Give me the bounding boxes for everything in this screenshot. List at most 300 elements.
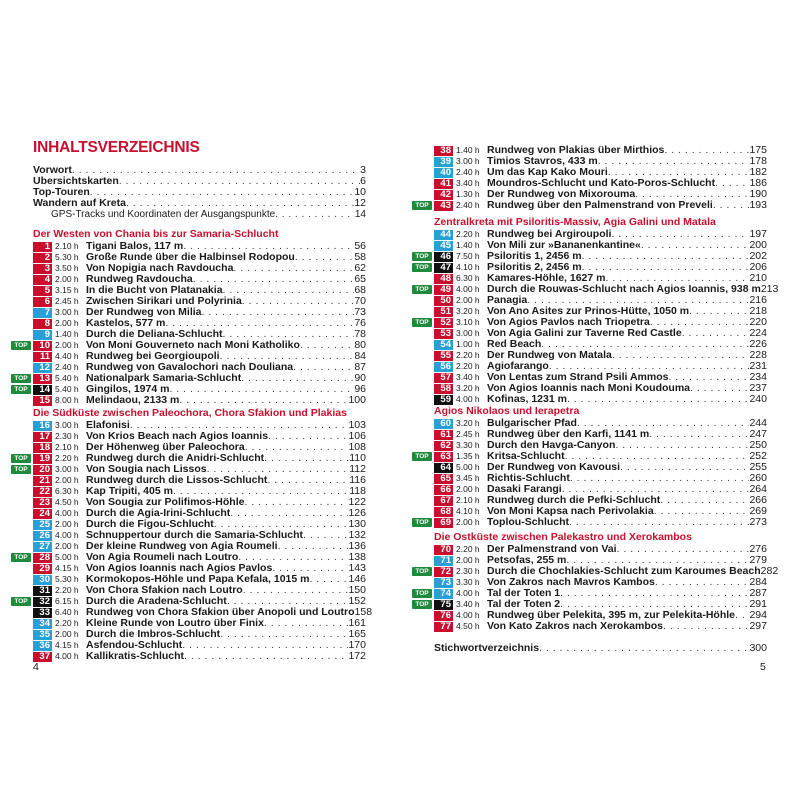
tour-name: Große Runde über die Halbinsel Rodopou	[86, 251, 295, 263]
leader-dots	[598, 156, 750, 167]
tour-page: 175	[749, 144, 767, 156]
leader-dots	[267, 475, 349, 486]
tour-number: 50	[434, 296, 453, 306]
tour-page: 231	[749, 360, 767, 372]
tour-name: Rundweg bei Argiroupoli	[487, 228, 612, 240]
leader-dots	[715, 178, 749, 189]
tour-duration: 2.00 h	[55, 519, 79, 529]
tour-duration: 2.00 h	[55, 274, 79, 284]
tour-duration: 3.30 h	[456, 440, 480, 450]
tour-duration: 5.40 h	[55, 373, 79, 383]
tour-number: 34	[33, 619, 52, 629]
tour-page: 116	[349, 474, 366, 486]
tour-duration: 2.00 h	[55, 340, 79, 350]
tour-page: 234	[749, 371, 767, 383]
leader-dots	[268, 431, 348, 442]
section-heading: Agios Nikolaos und Ierapetra	[434, 405, 580, 417]
tour-page: 284	[749, 576, 767, 588]
intro-label: Vorwort	[33, 165, 72, 176]
leader-dots	[713, 200, 750, 211]
tour-number: 49	[434, 285, 453, 295]
tour-name: Von Agia Galini zur Taverne Red Castle	[487, 327, 682, 339]
tour-duration: 6.40 h	[55, 607, 79, 617]
leader-dots	[539, 643, 749, 654]
tour-duration: 2.10 h	[55, 241, 79, 251]
tour-name: Von Nopigia nach Ravdoucha	[86, 262, 234, 274]
tour-duration: 2.20 h	[456, 544, 480, 554]
tour-number: 24	[33, 509, 52, 519]
tour-name: Von Moni Kapsa nach Perivolakia	[487, 505, 654, 517]
tour-entry[interactable]	[415, 283, 779, 295]
tour-number: 6	[33, 297, 52, 307]
tour-name: Von Agia Roumeli nach Loutro	[86, 551, 239, 563]
tour-page: 56	[354, 240, 366, 252]
tour-entry[interactable]	[415, 587, 767, 599]
tour-name: Von Lentas zum Strand Psili Ammos	[487, 371, 669, 383]
leader-dots	[244, 497, 348, 508]
tour-duration: 7.50 h	[456, 251, 480, 261]
tour-number: 46	[434, 252, 453, 262]
top-tour-badge: TOP	[11, 341, 31, 350]
leader-dots	[90, 187, 355, 198]
intro-entry[interactable]	[33, 198, 366, 209]
tour-page: 78	[354, 328, 366, 340]
tour-page: 247	[749, 428, 767, 440]
leader-dots	[569, 517, 749, 528]
tour-entry[interactable]	[33, 475, 366, 486]
tour-page: 197	[749, 228, 767, 240]
tour-name: Timios Stavros, 433 m	[487, 155, 598, 167]
intro-entry[interactable]	[33, 165, 366, 176]
top-tour-badge: TOP	[412, 518, 432, 527]
tour-page: 172	[348, 650, 366, 662]
leader-dots	[119, 176, 360, 187]
tour-duration: 2.00 h	[55, 629, 79, 639]
tour-page: 216	[749, 294, 767, 306]
tour-page: 126	[348, 507, 366, 519]
tour-number: 1	[33, 242, 52, 252]
tour-number: 14	[33, 385, 52, 395]
tour-page: 112	[349, 463, 366, 475]
tour-page: 218	[749, 305, 767, 317]
tour-number: 29	[33, 564, 52, 574]
leader-dots	[664, 145, 749, 156]
tour-duration: 4.00 h	[55, 651, 79, 661]
tour-name: Der Rundweg von Mixorouma	[487, 188, 636, 200]
tour-number: 65	[434, 474, 453, 484]
tour-duration: 2.40 h	[456, 167, 480, 177]
tour-name: Durch die Figou-Schlucht	[86, 518, 214, 530]
tour-name: Tal der Toten 1	[487, 587, 561, 599]
leader-dots	[202, 307, 355, 318]
tour-page: 165	[348, 628, 366, 640]
tour-number: 45	[434, 241, 453, 251]
tour-entry[interactable]	[33, 395, 366, 406]
tour-duration: 2.00 h	[456, 484, 480, 494]
leader-dots	[612, 350, 750, 361]
tour-name: Moundros-Schlucht und Kato-Poros-Schlucht	[487, 177, 716, 189]
tour-page: 240	[749, 393, 767, 405]
top-tour-badge: TOP	[412, 452, 432, 461]
leader-dots	[660, 495, 749, 506]
tour-page: 132	[348, 529, 366, 541]
tour-page: 276	[749, 543, 767, 555]
tour-page: 152	[348, 595, 366, 607]
tour-number: 22	[33, 487, 52, 497]
tour-number: 30	[33, 575, 52, 585]
tour-page: 228	[749, 349, 767, 361]
leader-dots	[690, 383, 749, 394]
tour-page: 150	[348, 584, 366, 596]
tour-name: Elafonisi	[86, 419, 130, 431]
tour-number: 19	[33, 454, 52, 464]
tour-page: 161	[348, 617, 366, 629]
tour-duration: 3.50 h	[55, 263, 79, 273]
tour-page: 76	[354, 317, 366, 329]
tour-page: 84	[354, 350, 366, 362]
tour-name: Kritsa-Schlucht	[487, 450, 565, 462]
leader-dots	[293, 362, 354, 373]
tour-duration: 8.00 h	[55, 395, 79, 405]
tour-name: Asfendou-Schlucht	[86, 639, 183, 651]
tour-page: 264	[749, 483, 767, 495]
tour-number: 51	[434, 307, 453, 317]
top-tour-badge: TOP	[11, 465, 31, 474]
tour-entry[interactable]	[33, 307, 366, 318]
tour-number: 44	[434, 230, 453, 240]
top-tour-badge: TOP	[412, 600, 432, 609]
tour-page: 182	[749, 166, 767, 178]
tour-page: 237	[749, 382, 767, 394]
tour-name: Rundweg von Gavalochori nach Douliana	[86, 361, 294, 373]
tour-duration: 3.30 h	[456, 577, 480, 587]
tour-entry[interactable]	[434, 145, 767, 156]
tour-name: Durch die Chochlakies-Schlucht zum Karoumes Beach	[487, 565, 761, 577]
tour-duration: 6.30 h	[55, 486, 79, 496]
tour-name: Petsofas, 255 m	[487, 554, 567, 566]
tour-number: 25	[33, 520, 52, 530]
tour-name: Rundweg durch die Pefki-Schlucht	[487, 494, 661, 506]
tour-number: 39	[434, 157, 453, 167]
leader-dots	[300, 340, 354, 351]
tour-page: 210	[749, 272, 767, 284]
tour-number: 42	[434, 190, 453, 200]
tour-name: Durch den Havga-Canyon	[487, 439, 616, 451]
tour-name: Von Sougia nach Lissos	[86, 463, 207, 475]
tour-name: Kastelos, 577 m	[86, 317, 166, 329]
intro-page: 6	[360, 176, 366, 187]
tour-name: Durch die Rouwas-Schlucht nach Agios Ioannis, 938 m	[487, 283, 761, 295]
tour-number: 2	[33, 253, 52, 263]
leader-dots	[567, 394, 750, 405]
tour-number: 12	[33, 363, 52, 373]
tour-name: Um das Kap Kako Mouri	[487, 166, 608, 178]
tour-name: Kormokopos-Höhle und Papa Kefala, 1015 m	[86, 573, 310, 585]
tour-duration: 3.20 h	[456, 383, 480, 393]
tour-page: 68	[354, 284, 366, 296]
tour-duration: 2.20 h	[55, 585, 79, 595]
leader-dots	[264, 618, 349, 629]
tour-page: 250	[749, 439, 767, 451]
tour-duration: 6.15 h	[55, 596, 79, 606]
stichwort-page: 300	[749, 643, 767, 654]
tour-name: Durch die Imbros-Schlucht	[86, 628, 221, 640]
tour-name: Zwischen Sirikari und Polyrinia	[86, 295, 242, 307]
tour-duration: 4.00 h	[456, 284, 480, 294]
top-tour-badge: TOP	[412, 285, 432, 294]
tour-duration: 4.15 h	[55, 563, 79, 573]
leader-dots	[72, 165, 360, 176]
tour-entry[interactable]	[33, 263, 366, 274]
top-tour-badge: TOP	[11, 454, 31, 463]
tour-number: 33	[33, 608, 52, 618]
tour-duration: 4.40 h	[55, 351, 79, 361]
tour-duration: 2.20 h	[456, 350, 480, 360]
top-tour-badge: TOP	[412, 589, 432, 598]
top-tour-badge: TOP	[412, 318, 432, 327]
tour-duration: 2.20 h	[55, 453, 79, 463]
tour-duration: 5.40 h	[55, 384, 79, 394]
tour-name: Gingilos, 1974 m	[86, 383, 170, 395]
tour-page: 108	[348, 441, 366, 453]
tour-number: 47	[434, 263, 453, 273]
tour-duration: 6.30 h	[456, 273, 480, 283]
tour-name: Panagia	[487, 294, 528, 306]
tour-name: Von Krios Beach nach Agios Ioannis	[86, 430, 269, 442]
leader-dots	[233, 263, 354, 274]
tour-number: 48	[434, 274, 453, 284]
toc-title: INHALTSVERZEICHNIS	[33, 139, 200, 156]
tour-number: 13	[33, 374, 52, 384]
tour-entry[interactable]	[434, 621, 767, 632]
tour-number: 75	[434, 600, 453, 610]
tour-name: Von Mili zur »Bananenkantine«	[487, 239, 641, 251]
intro-page: 10	[354, 187, 366, 198]
tour-entry[interactable]	[434, 350, 767, 361]
tour-number: 61	[434, 430, 453, 440]
leader-dots	[641, 240, 750, 251]
intro-entry[interactable]	[33, 209, 366, 220]
tour-number: 69	[434, 518, 453, 528]
tour-page: 260	[749, 472, 767, 484]
intro-entry[interactable]	[33, 176, 366, 187]
tour-duration: 3.40 h	[456, 599, 480, 609]
tour-name: Kofinas, 1231 m	[487, 393, 567, 405]
tour-page: 269	[749, 505, 767, 517]
tour-name: Rundweg über den Palmenstrand von Preveli	[487, 199, 713, 211]
tour-entry[interactable]	[434, 544, 767, 555]
tour-duration: 3.00 h	[55, 464, 79, 474]
tour-entry[interactable]	[434, 473, 767, 484]
tour-page: 190	[749, 188, 767, 200]
tour-name: Rundweg von Chora Sfakion über Anopoli und Loutro	[86, 606, 355, 618]
intro-list	[33, 165, 366, 220]
tour-section	[14, 228, 366, 406]
tour-page: 282	[760, 565, 779, 577]
tour-number: 64	[434, 463, 453, 473]
leader-dots	[582, 262, 750, 273]
leader-dots	[184, 651, 348, 662]
tour-entry[interactable]	[33, 651, 366, 662]
tour-name: Richtis-Schlucht	[487, 472, 570, 484]
tour-entry[interactable]	[434, 328, 767, 339]
tour-name: Psiloritis 1, 2456 m	[487, 250, 582, 262]
tour-name: Durch die Agia-Irini-Schlucht	[86, 507, 231, 519]
tour-duration: 3.20 h	[456, 418, 480, 428]
tour-number: 26	[33, 531, 52, 541]
leader-dots	[617, 544, 750, 555]
tour-page: 224	[749, 327, 767, 339]
tour-duration: 3.15 h	[55, 285, 79, 295]
intro-label: Übersichtskarten	[33, 176, 119, 187]
tour-number: 62	[434, 441, 453, 451]
tour-duration: 3.00 h	[55, 420, 79, 430]
tour-number: 18	[33, 443, 52, 453]
tour-page: 103	[348, 419, 366, 431]
tour-duration: 4.50 h	[55, 497, 79, 507]
tour-name: Melindaou, 2133 m	[86, 394, 180, 406]
top-tour-badge: TOP	[11, 374, 31, 383]
tour-number: 70	[434, 545, 453, 555]
tour-duration: 1.35 h	[456, 451, 480, 461]
tour-page: 252	[749, 450, 767, 462]
tour-entry[interactable]	[434, 506, 767, 517]
leader-dots	[689, 306, 749, 317]
tour-entry[interactable]	[415, 199, 767, 211]
stichwort-label: Stichwortverzeichnis	[434, 643, 540, 654]
tour-duration: 4.00 h	[456, 610, 480, 620]
tour-entry[interactable]	[434, 462, 767, 473]
tour-number: 68	[434, 507, 453, 517]
tour-number: 77	[434, 622, 453, 632]
tour-entry[interactable]	[14, 383, 366, 395]
leader-dots	[179, 395, 348, 406]
tour-number: 20	[33, 465, 52, 475]
tour-entry[interactable]	[434, 440, 767, 451]
tour-number: 32	[33, 597, 52, 607]
tour-number: 8	[33, 319, 52, 329]
leader-dots	[582, 251, 750, 262]
tour-name: Von Agios Pavlos nach Triopetra	[487, 316, 650, 328]
tour-page: 202	[749, 250, 767, 262]
leader-dots	[654, 506, 750, 517]
tour-name: Toplou-Schlucht	[487, 516, 570, 528]
tour-number: 15	[33, 396, 52, 406]
tour-duration: 3.10 h	[456, 317, 480, 327]
tour-entry[interactable]	[415, 250, 767, 262]
intro-label: Wandern auf Kreta	[33, 198, 126, 209]
top-tour-badge: TOP	[11, 553, 31, 562]
stichwort-entry[interactable]	[434, 643, 767, 654]
tour-duration: 2.20 h	[55, 618, 79, 628]
page-number-left: 4	[33, 661, 39, 673]
tour-name: Schnuppertour durch die Samaria-Schlucht	[86, 529, 304, 541]
tour-number: 58	[434, 384, 453, 394]
tour-number: 67	[434, 496, 453, 506]
tour-page: 90	[354, 372, 366, 384]
top-tour-badge: TOP	[412, 201, 432, 210]
tour-duration: 5.00 h	[456, 462, 480, 472]
section-heading: Zentralkreta mit Psiloritis-Massiv, Agia Galini und Matala	[434, 216, 716, 228]
tour-duration: 2.00 h	[456, 555, 480, 565]
tour-number: 43	[434, 201, 453, 211]
tour-number: 31	[33, 586, 52, 596]
top-tour-badge: TOP	[11, 597, 31, 606]
tour-duration: 3.40 h	[456, 178, 480, 188]
tour-number: 71	[434, 556, 453, 566]
tour-number: 35	[33, 630, 52, 640]
leader-dots	[615, 440, 749, 451]
tour-number: 5	[33, 286, 52, 296]
tour-number: 23	[33, 498, 52, 508]
tour-duration: 3.20 h	[456, 306, 480, 316]
tour-entry[interactable]	[434, 577, 767, 588]
tour-duration: 2.10 h	[456, 495, 480, 505]
leader-dots	[223, 285, 355, 296]
tour-duration: 3.40 h	[456, 372, 480, 382]
tour-name: Der Rundweg von Matala	[487, 349, 612, 361]
tour-entry[interactable]	[434, 383, 767, 394]
tour-page: 266	[749, 494, 767, 506]
tour-page: 178	[749, 155, 767, 167]
tour-section	[415, 405, 767, 528]
intro-page: 12	[354, 198, 366, 209]
tour-page: 80	[354, 339, 366, 351]
tour-number: 36	[33, 641, 52, 651]
tour-number: 28	[33, 553, 52, 563]
tour-section	[415, 144, 767, 211]
tour-name: Dasaki Farangi	[487, 483, 562, 495]
tour-entry[interactable]	[33, 629, 366, 640]
intro-entry[interactable]	[33, 187, 366, 198]
tour-section	[14, 407, 373, 662]
tour-page: 294	[749, 609, 767, 621]
tour-name: Rundweg von Plakias über Mirthios	[487, 144, 665, 156]
tour-page: 226	[749, 338, 767, 350]
tour-entry[interactable]	[434, 394, 767, 405]
tour-name: Der Höhenweg über Paleochora	[86, 441, 245, 453]
leader-dots	[126, 198, 354, 209]
tour-page: 62	[354, 262, 366, 274]
tour-entry[interactable]	[14, 372, 366, 384]
tour-duration: 2.40 h	[456, 200, 480, 210]
tour-name: Rundweg durch die Lissos-Schlucht	[86, 474, 268, 486]
tour-name: Von Ano Asites zur Prinos-Hütte, 1050 m	[487, 305, 690, 317]
tour-duration: 2.00 h	[456, 517, 480, 527]
tour-number: 21	[33, 476, 52, 486]
tour-section	[415, 216, 779, 405]
tour-number: 3	[33, 264, 52, 274]
tour-name: Von Agios Ioannis nach Moni Koudouma	[487, 382, 690, 394]
tour-page: 143	[348, 562, 366, 574]
leader-dots	[570, 473, 750, 484]
tour-number: 57	[434, 373, 453, 383]
tour-number: 54	[434, 340, 453, 350]
leader-dots	[735, 610, 749, 621]
tour-entry[interactable]	[415, 516, 767, 528]
leader-dots	[241, 373, 354, 384]
top-tour-badge: TOP	[11, 385, 31, 394]
leader-dots	[655, 577, 750, 588]
tour-page: 96	[354, 383, 366, 395]
tour-entry[interactable]	[33, 640, 366, 651]
tour-entry[interactable]	[434, 240, 767, 251]
intro-page: 14	[354, 209, 366, 220]
top-tour-badge: TOP	[412, 263, 432, 272]
leader-dots	[620, 462, 749, 473]
tour-page: 110	[349, 452, 366, 464]
tour-duration: 4.00 h	[456, 588, 480, 598]
